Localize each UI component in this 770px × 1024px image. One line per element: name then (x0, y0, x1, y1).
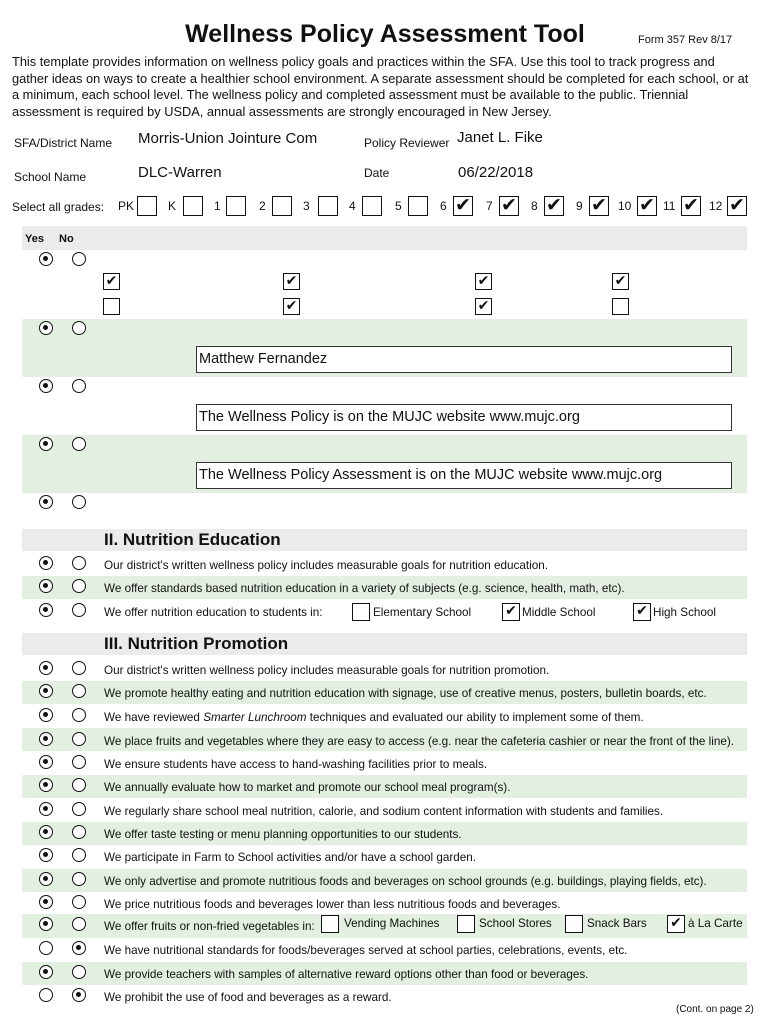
page-title: Wellness Policy Assessment Tool (185, 20, 585, 48)
school-level-label: High School (653, 606, 717, 619)
s3-row-4-no-radio[interactable] (72, 732, 86, 746)
s3-statement-2: We promote healthy eating and nutrition education with signage, use of creative menus, posters, bulletin boards, etc. (104, 687, 707, 700)
s3-row-12-yes-radio[interactable] (39, 917, 53, 931)
s3-statement-10: We only advertise and promote nutritious foods and beverages on school grounds (e.g. buildings, playing fields, etc). (104, 875, 707, 888)
school-label: School Name (14, 170, 87, 184)
grade-label-12: 12 (709, 199, 723, 213)
grid-checkbox[interactable] (612, 298, 629, 315)
s3-statement-5: We ensure students have access to hand-washing facilities prior to meals. (104, 758, 488, 771)
date-label: Date (364, 166, 390, 180)
s3-statement-14: We provide teachers with samples of alternative reward options other than food or beverages. (104, 968, 589, 981)
s3-row-8-yes-radio[interactable] (39, 825, 53, 839)
grid-checkbox[interactable]: ✔ (475, 298, 492, 315)
grade-checkbox-pk[interactable] (137, 196, 157, 216)
s1-row-5-no-radio[interactable] (72, 495, 86, 509)
grade-checkbox-6[interactable]: ✔ (453, 196, 473, 216)
s2-row-1-yes-radio[interactable] (39, 556, 53, 570)
grade-checkbox-7[interactable]: ✔ (499, 196, 519, 216)
yes-column-header: Yes (25, 233, 44, 245)
school-level-label: Middle School (522, 606, 596, 619)
s3-row-11-yes-radio[interactable] (39, 895, 53, 909)
assessment-location-field[interactable]: The Wellness Policy Assessment is on the MUJC website www.mujc.org (196, 462, 732, 489)
grade-label-k: K (168, 199, 177, 213)
statement-text: techniques and evaluated our ability to implement some of them. (306, 711, 644, 724)
grade-label-1: 1 (214, 199, 221, 213)
school-field[interactable]: DLC-Warren (138, 164, 222, 181)
section2-title: II. Nutrition Education (104, 530, 281, 549)
grid-checkbox[interactable] (103, 298, 120, 315)
s3-row-7-yes-radio[interactable] (39, 802, 53, 816)
s3-row-3-no-radio[interactable] (72, 708, 86, 722)
policy-location-field[interactable]: The Wellness Policy is on the MUJC website www.mujc.org (196, 404, 732, 431)
grid-checkbox[interactable]: ✔ (612, 273, 629, 290)
grade-checkbox-4[interactable] (362, 196, 382, 216)
grade-checkbox-12[interactable]: ✔ (727, 196, 747, 216)
grade-checkbox-2[interactable] (272, 196, 292, 216)
venue-checkbox[interactable] (457, 915, 475, 933)
statement-text: We have reviewed (104, 711, 204, 724)
venue-label: Vending Machines (344, 917, 440, 930)
s3-row-2-yes-radio[interactable] (39, 684, 53, 698)
s3-row-12-no-radio[interactable] (72, 917, 86, 931)
grade-label-6: 6 (440, 199, 447, 213)
school-level-checkbox[interactable] (352, 603, 370, 621)
grades-label: Select all grades: (12, 200, 105, 214)
s3-row-7-no-radio[interactable] (72, 802, 86, 816)
reviewer-field[interactable]: Janet L. Fike (457, 129, 543, 146)
grade-label-7: 7 (486, 199, 493, 213)
school-level-label: Elementary School (373, 606, 472, 619)
coordinator-name-field[interactable]: Matthew Fernandez (196, 346, 732, 373)
s3-statement-9: We participate in Farm to School activities and/or have a school garden. (104, 851, 477, 864)
s3-statement-4: We place fruits and vegetables where they are easy to access (e.g. near the cafeteria cashier or near the front of the line). (104, 735, 734, 748)
s2-row-3-no-radio[interactable] (72, 603, 86, 617)
grade-label-3: 3 (303, 199, 310, 213)
s3-row-13-no-radio[interactable] (72, 941, 86, 955)
s3-row-1-yes-radio[interactable] (39, 661, 53, 675)
grid-checkbox[interactable]: ✔ (283, 273, 300, 290)
s3-row-10-no-radio[interactable] (72, 872, 86, 886)
s1-row-4-yes-radio[interactable] (39, 437, 53, 451)
no-column-header: No (59, 233, 74, 245)
grade-label-9: 9 (576, 199, 583, 213)
s3-statement-11: We price nutritious foods and beverages lower than less nutritious foods and beverages. (104, 898, 561, 911)
s1-row-4-no-radio[interactable] (72, 437, 86, 451)
s3-statement-15: We prohibit the use of food and beverages as a reward. (104, 991, 392, 1004)
s1-row-2-yes-radio[interactable] (39, 321, 53, 335)
s3-row-1-no-radio[interactable] (72, 661, 86, 675)
grade-label-11: 11 (663, 199, 676, 213)
intro-paragraph: This template provides information on wellness policy goals and practices within the SFA. Use this tool to track progress and gather ideas on ways to create a healthier school environment. A separate assessment should be completed for each school, or at a minimum, each school level. The wellness policy and completed assessment must be available to the public. Triennial assessment is required by USDA, annual assessments are strongly encouraged in New Jersey. (12, 54, 749, 119)
s3-row-5-no-radio[interactable] (72, 755, 86, 769)
s1-row-1-yes-radio[interactable] (39, 252, 53, 266)
grid-checkbox[interactable]: ✔ (103, 273, 120, 290)
grade-label-5: 5 (395, 199, 402, 213)
s2-row-2-yes-radio[interactable] (39, 579, 53, 593)
grade-checkbox-8[interactable]: ✔ (544, 196, 564, 216)
form-number: Form 357 Rev 8/17 (638, 34, 733, 46)
grade-label-2: 2 (259, 199, 266, 213)
s1-row-3-no-radio[interactable] (72, 379, 86, 393)
s3-statement-7: We regularly share school meal nutrition, calorie, and sodium content information with students and families. (104, 805, 664, 818)
s3-statement-13: We have nutritional standards for foods/beverages served at school parties, celebrations, events, etc. (104, 944, 628, 957)
grade-checkbox-11[interactable]: ✔ (681, 196, 701, 216)
grade-checkbox-9[interactable]: ✔ (589, 196, 609, 216)
reviewer-label: Policy Reviewer (364, 136, 450, 150)
s3-row-4-yes-radio[interactable] (39, 732, 53, 746)
venue-label: Snack Bars (587, 917, 647, 930)
s3-row-15-no-radio[interactable] (72, 988, 86, 1002)
venue-label: School Stores (479, 917, 552, 930)
s1-row-5-yes-radio[interactable] (39, 495, 53, 509)
venue-checkbox[interactable]: ✔ (667, 915, 685, 933)
school-level-checkbox[interactable]: ✔ (633, 603, 651, 621)
statement-emphasis: Smarter Lunchroom (203, 711, 307, 724)
s3-statement-8: We offer taste testing or menu planning opportunities to our students. (104, 828, 462, 841)
yes-no-header-band (22, 226, 747, 250)
venue-checkbox[interactable] (321, 915, 339, 933)
s2-row-1-no-radio[interactable] (72, 556, 86, 570)
s2-row-3-yes-radio[interactable] (39, 603, 53, 617)
continued-note: (Cont. on page 2) (676, 1004, 754, 1015)
venue-label: à La Carte (688, 917, 743, 930)
grid-checkbox[interactable]: ✔ (283, 298, 300, 315)
grade-label-pk: PK (118, 199, 135, 213)
s1-row-1-no-radio[interactable] (72, 252, 86, 266)
s2-statement-3: We offer nutrition education to students in: (104, 606, 323, 619)
grade-label-10: 10 (618, 199, 632, 213)
grade-label-4: 4 (349, 199, 356, 213)
grade-checkbox-k[interactable] (183, 196, 203, 216)
venue-checkbox[interactable] (565, 915, 583, 933)
s3-row-10-yes-radio[interactable] (39, 872, 53, 886)
sfa-label: SFA/District Name (14, 136, 113, 150)
s3-row-13-yes-radio[interactable] (39, 941, 53, 955)
grade-checkbox-1[interactable] (226, 196, 246, 216)
grade-label-8: 8 (531, 199, 538, 213)
s3-row-3-yes-radio[interactable] (39, 708, 53, 722)
s3-row-14-no-radio[interactable] (72, 965, 86, 979)
s3-row-9-yes-radio[interactable] (39, 848, 53, 862)
s3-row-8-no-radio[interactable] (72, 825, 86, 839)
s3-row-6-yes-radio[interactable] (39, 778, 53, 792)
s2-statement-2: We offer standards based nutrition education in a variety of subjects (e.g. science, health, math, etc). (104, 582, 625, 595)
grid-checkbox[interactable]: ✔ (475, 273, 492, 290)
s3-row-15-yes-radio[interactable] (39, 988, 53, 1002)
sfa-field[interactable]: Morris-Union Jointure Com (138, 130, 318, 147)
s3-statement-12: We offer fruits or non-fried vegetables in: (104, 920, 315, 933)
s2-statement-1: Our district's written wellness policy includes measurable goals for nutrition education. (104, 559, 548, 572)
grade-checkbox-10[interactable]: ✔ (637, 196, 657, 216)
school-level-checkbox[interactable]: ✔ (502, 603, 520, 621)
s3-row-5-yes-radio[interactable] (39, 755, 53, 769)
s1-row-2-no-radio[interactable] (72, 321, 86, 335)
grade-checkbox-3[interactable] (318, 196, 338, 216)
section3-title: III. Nutrition Promotion (104, 634, 289, 653)
grade-checkbox-5[interactable] (408, 196, 428, 216)
s1-row-3-yes-radio[interactable] (39, 379, 53, 393)
date-field[interactable]: 06/22/2018 (458, 164, 534, 181)
s3-row-14-yes-radio[interactable] (39, 965, 53, 979)
s3-statement-3 (104, 711, 644, 724)
s3-row-11-no-radio[interactable] (72, 895, 86, 909)
s3-row-9-no-radio[interactable] (72, 848, 86, 862)
s3-row-2-no-radio[interactable] (72, 684, 86, 698)
s2-row-2-no-radio[interactable] (72, 579, 86, 593)
s3-statement-6: We annually evaluate how to market and promote our school meal program(s). (104, 781, 511, 794)
s3-row-6-no-radio[interactable] (72, 778, 86, 792)
s3-statement-1: Our district's written wellness policy includes measurable goals for nutrition promotion. (104, 664, 550, 677)
